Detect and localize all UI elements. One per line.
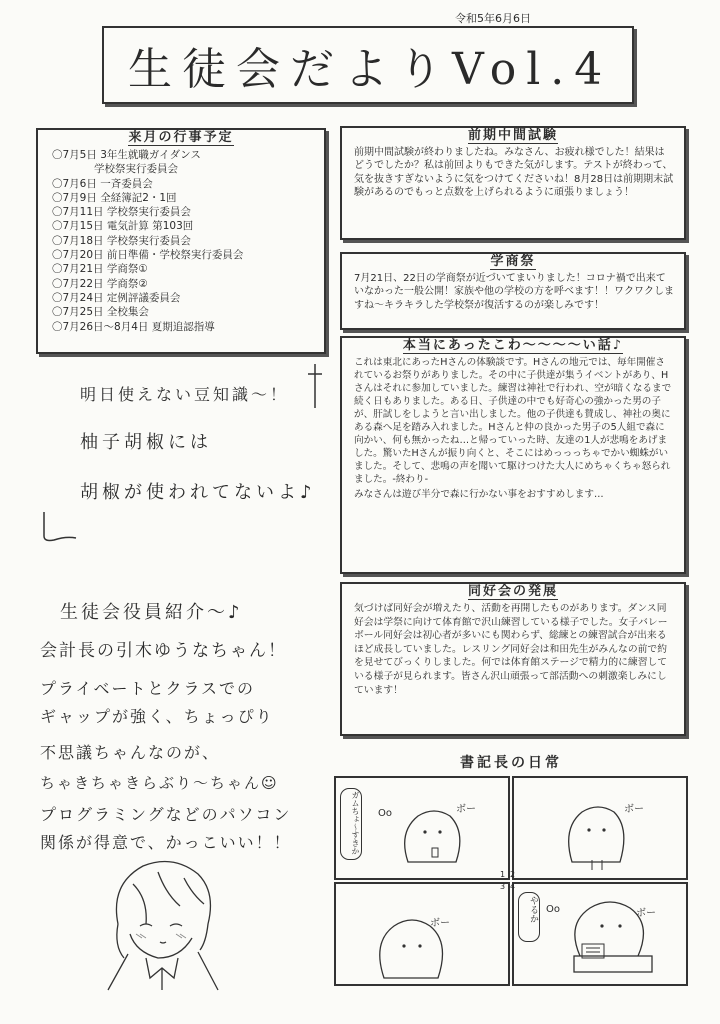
schedule-item: 〇7月24日 定例評議委員会 bbox=[52, 291, 181, 304]
panel-number: 4 bbox=[510, 882, 516, 891]
dagger-mark-icon bbox=[305, 362, 325, 412]
profile-line: プライベートとクラスでの bbox=[40, 679, 256, 698]
club-box bbox=[340, 582, 686, 736]
newsletter-title-box bbox=[102, 26, 634, 104]
panel4-speech-bubble: やるか bbox=[518, 892, 540, 942]
panel1-speech-bubble: ガムちょ～すきか bbox=[340, 788, 362, 860]
schedule-item: 〇7月22日 学商祭② bbox=[52, 277, 148, 290]
schedule-item: 〇7月6日 一斉委員会 bbox=[52, 177, 153, 190]
festival-body: 7月21日、22日の学商祭が近づいてまいりました！コロナ禍で出来ていなかった一般公開！家族や他の学校の方を呼べます！！ワクワクしますね～キラキラした学校祭が復活するのが楽しみです！ bbox=[354, 273, 674, 311]
scary-story-note: みなさんは遊び半分で森に行かない事をおすすめします… bbox=[354, 489, 604, 500]
trivia-line-1: 明日使えない豆知識～！ bbox=[80, 385, 290, 404]
schedule-item: 〇7月15日 電気計算 第103回 bbox=[52, 220, 194, 233]
panel1-sfx-bo: ボー bbox=[456, 804, 476, 815]
panel-number: 2 bbox=[510, 870, 516, 879]
profile-line: 不思議ちゃんなのが、 bbox=[40, 743, 221, 762]
club-heading: 同好会の発展 bbox=[467, 584, 558, 599]
panel-number: 3 bbox=[500, 882, 506, 891]
schedule-item: 〇7月18日 学校祭実行委員会 bbox=[52, 234, 191, 247]
schedule-item: 〇7月5日 3年生就職ガイダンス bbox=[52, 149, 201, 161]
diary-heading: 書記長の日常 bbox=[460, 755, 562, 771]
panel-number: 1 bbox=[500, 870, 506, 879]
schedule-heading: 来月の行事予定 bbox=[128, 130, 234, 145]
midterm-box bbox=[340, 126, 686, 240]
comic-panel-1 bbox=[334, 776, 510, 880]
schedule-item: 〇7月9日 全経簿記2・1回 bbox=[52, 191, 177, 204]
profile-line: 関係が得意で、かっこいい！！ bbox=[40, 833, 292, 852]
schedule-box bbox=[36, 128, 326, 354]
schedule-item: 〇7月20日 前日準備・学校祭実行委員会 bbox=[52, 249, 244, 262]
schedule-item: 〇7月26日～8月4日 夏期追認指導 bbox=[52, 320, 215, 333]
midterm-body: 前期中間試験が終わりましたね。みなさん、お疲れ様でした！結果はどうでしたか？私は前回よりもできた気がします。テストが終わって、気を抜きすぎないように気をつけてくださいね！8月28日は前期期末試験があるのでもっと点数を上げられるように頑張りましょう！ bbox=[354, 147, 674, 199]
panel1-sfx: Oo bbox=[378, 808, 392, 819]
scary-story-heading: 本当にあったこわ～～～～い話♪ bbox=[402, 338, 624, 353]
profile-line: ギャップが強く、ちょっぴり bbox=[40, 707, 274, 726]
curl-doodle-icon bbox=[36, 510, 82, 546]
trivia-line-2: 柚子胡椒には bbox=[80, 432, 212, 453]
festival-box bbox=[340, 252, 686, 330]
festival-heading: 学商祭 bbox=[490, 254, 536, 269]
scary-story-box bbox=[340, 336, 686, 574]
schedule-item: 学校祭実行委員会 bbox=[52, 163, 178, 176]
blob-character-icon bbox=[562, 798, 632, 872]
panel4-sfx: Oo bbox=[546, 904, 560, 915]
panel3-sfx-bo: ボー bbox=[430, 918, 450, 929]
character-portrait-illustration bbox=[88, 854, 238, 994]
profile-heading: 生徒会役員紹介～♪ bbox=[60, 602, 243, 623]
comic-panel-3 bbox=[334, 882, 510, 986]
newsletter-title: 生徒会だよりVol.4 bbox=[128, 44, 613, 95]
club-body: 気づけば同好会が増えたり、活動を再開したものがあります。ダンス同好会は学祭に向けて体育館で沢山練習している様子でした。女子バレーボール同好会は初心者が多いにも関わらず、総練との練習試合が出来るほど成長していました。レスリング同好会は和田先生がみんなの前で約を見せてびっくりしました。何では体育館ステージで精力的に練習している様子が見られます。皆さん沢山頑張って部活動への刺激楽しみにしています！ bbox=[354, 603, 668, 696]
panel4-sfx-bo: ボー bbox=[636, 908, 656, 919]
profile-line: プログラミングなどのパソコン bbox=[40, 805, 292, 824]
midterm-heading: 前期中間試験 bbox=[467, 128, 558, 143]
schedule-item: 〇7月25日 全校集会 bbox=[52, 306, 149, 319]
schedule-item: 〇7月21日 学商祭① bbox=[52, 263, 148, 276]
trivia-line-3: 胡椒が使われてないよ♪ bbox=[80, 482, 316, 503]
comic-panel-4 bbox=[512, 882, 688, 986]
issue-date: 令和5年6月6日 bbox=[455, 12, 531, 25]
comic-panel-2 bbox=[512, 776, 688, 880]
diary-comic bbox=[334, 776, 688, 986]
scary-story-body: これは東北にあったHさんの体験談です。Hさんの地元では、毎年開催されているお祭りがありました。その中に子供達が集うイベントがあり、Hさんはそれに参加していました。練習は神社で行われ、空が暗くなるまで続く日もありました。ある日、子供達の中でも好奇心の強かった男の子が、肝試しをしようと言い出しました。他の子供達も賛成し、神社の奥にある森へ足を踏み入れました。Hさんと仲の良かった男子の5人組で森に向かい、何も無かったね…と帰っていった時、友達の1人が悲鳴をあげました。驚いたHさんが振り向くと、そこにはめっっっちゃでかい蜘蛛がいました。そして、悲鳴の声を聞いて駆けつけた大人にめちゃくちゃ怒られました。-終わり- bbox=[354, 357, 672, 485]
schedule-list bbox=[52, 148, 324, 334]
profile-line: 会計長の引木ゆうなちゃん！ bbox=[40, 641, 287, 661]
panel2-sfx-bo: ボー bbox=[624, 804, 644, 815]
profile-line: ちゃきちゃきらぶり～ちゃん☺ bbox=[40, 774, 279, 792]
schedule-item: 〇7月11日 学校祭実行委員会 bbox=[52, 206, 191, 219]
